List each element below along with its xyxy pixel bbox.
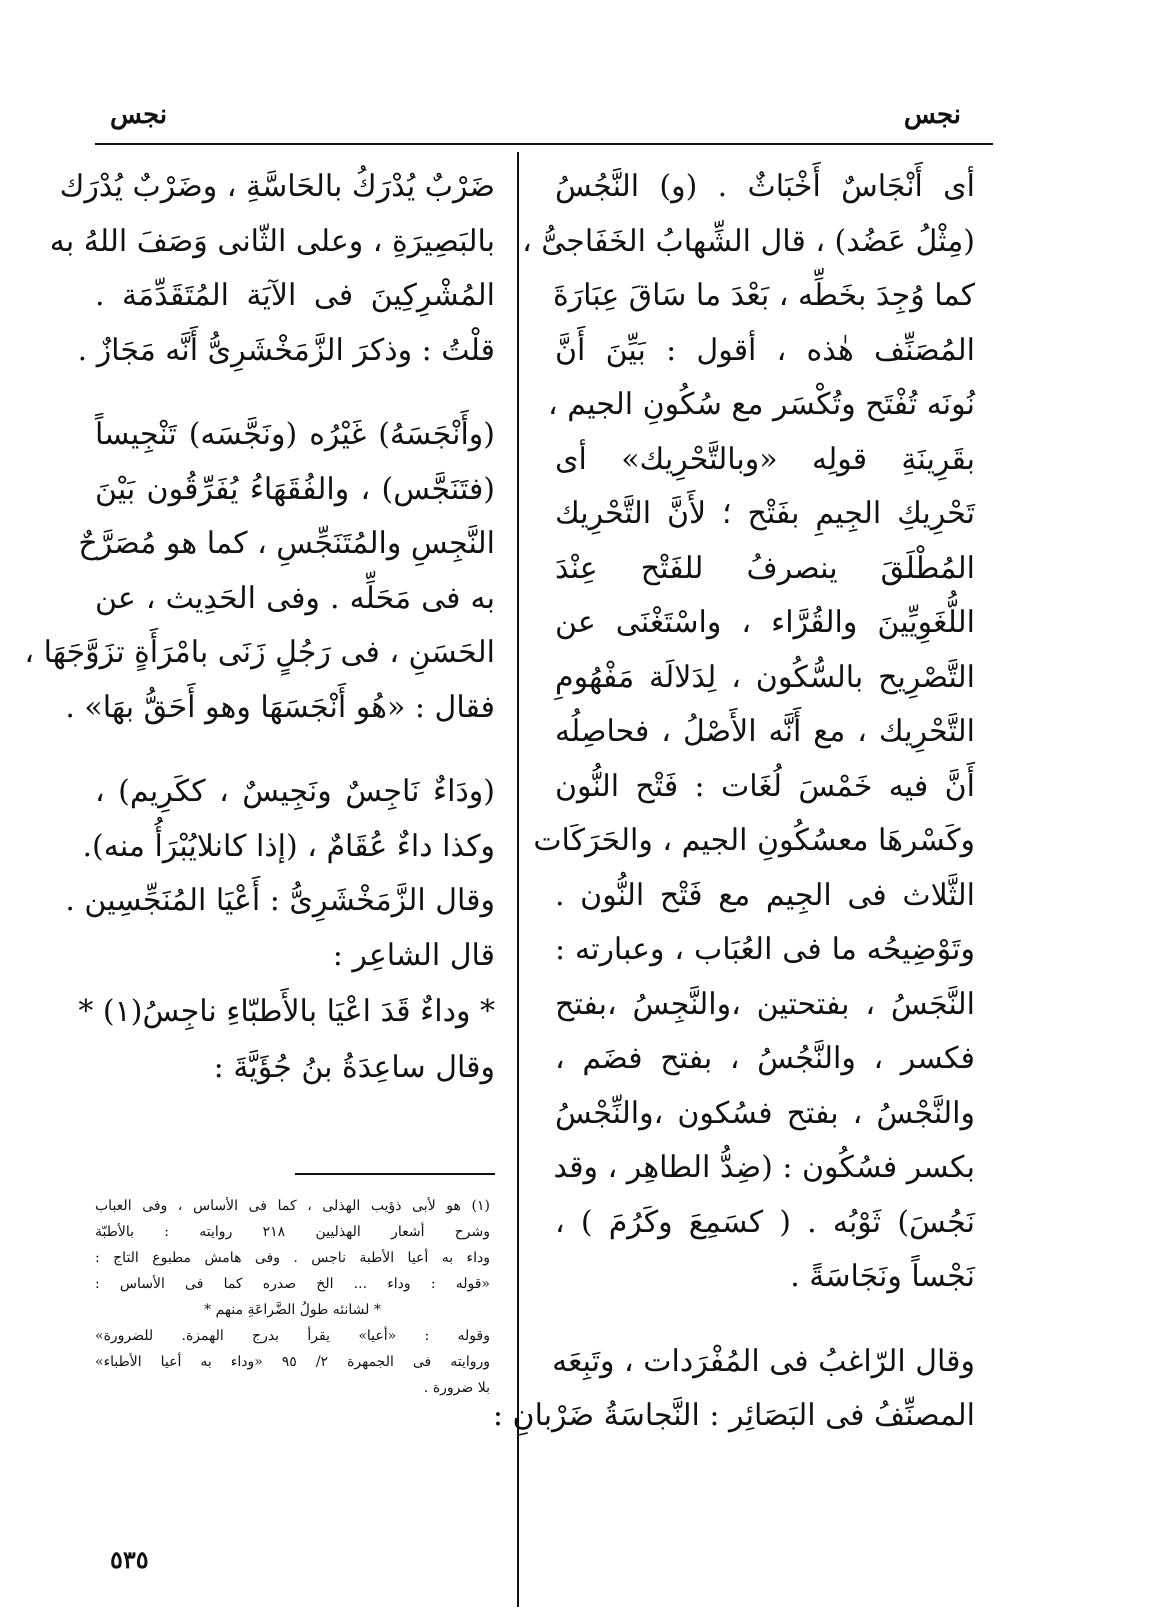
text-line: كما وُجِدَ بخَطِّه ، بَعْدَ ما سَاقَ عِبَارَةَ bbox=[552, 278, 975, 313]
paragraph-gap bbox=[555, 1305, 975, 1335]
poetry-verse: * وداءٌ قَدَ اعْيَا بالأَطبّاءِ ناجِسُ(١) * bbox=[78, 994, 495, 1029]
text-line: المُطْلَقَ ينصرفُ للفَتْح عِنْدَ bbox=[555, 550, 975, 586]
text-line: الحَسَنِ ، فى رَجُلٍ زَنَى بامْرَأَةٍ تزَوَّجَهَا ، bbox=[24, 635, 495, 670]
text-line: بكسر فسُكُون : (ضِدُّ الطاهِر ، وقد bbox=[553, 1150, 975, 1185]
text-line: وقال الزَّمَخْشَرِىُّ : أَعْيَا المُنَجِّسِين . bbox=[65, 883, 495, 918]
text-line: به فى مَحَلِّه . وفى الحَدِيث ، عن bbox=[95, 580, 495, 616]
text-line: وتَوْضِيحُه ما فى العُبَاب ، وعبارته : bbox=[555, 932, 975, 967]
text-line: وكَسْرهَا معسُكُونِ الجيم ، والحَرَكَات bbox=[533, 823, 975, 858]
text-line: (فتَنَجَّس) ، والفُقَهَاءُ يُفَرِّقُون بَيْنَ bbox=[95, 471, 495, 507]
footnotes bbox=[95, 1193, 490, 1401]
text-line: نَجُسَ) ثَوْبُه . ( كسَمِعَ وكَرُمَ ) ، bbox=[555, 1204, 975, 1240]
text-line: (وأَنْجَسَهُ) غَيْرُه (ونَجَّسَه) تَنْجِيساً bbox=[95, 417, 495, 452]
text-line: أى أَنْجَاسٌ أَخْبَاثٌ . (و) النَّجُسُ bbox=[555, 169, 975, 204]
text-line: النَّجِسِ والمُتَنَجِّسِ ، كما هو مُصَرَّحٌ bbox=[78, 526, 495, 561]
text-line: الثَّلاث فى الجِيم مع فَتْح النُّون . bbox=[555, 877, 975, 913]
footnote-line: «قوله : وداء ... الخ صدره كما فى الأساس : bbox=[95, 1276, 490, 1292]
footnote-line: وروايته فى الجمهرة ٢/ ٩٥ «وداء به أعيا الأطباء» bbox=[95, 1354, 491, 1370]
text-line: أَنَّ فيه خَمْسَ لُغَات : فَتْح النُّون bbox=[555, 768, 975, 804]
text-line: نَجْساً ونَجَاسَةً . bbox=[790, 1259, 975, 1294]
text-line: النَّجَسُ ، بفتحتين ،والنَّجِسُ ،بفتح bbox=[555, 986, 975, 1022]
text-line: التَّحْرِيك ، مع أَنَّه الأَصْلُ ، فحاصِلُه bbox=[555, 714, 975, 749]
text-line: فكسر ، والنَّجُسُ ، بفتح فضَم ، bbox=[555, 1041, 975, 1076]
running-header-right: نجس bbox=[903, 100, 961, 130]
text-line: قال الشاعِر : bbox=[332, 937, 495, 973]
text-line: اللُّغَوِيِّينَ والقُرَّاء ، واسْتَغْنَى عن bbox=[555, 605, 975, 640]
footnote-line: وشرح أشعار الهذليين ٢١٨ روايته : بالأطبّة bbox=[95, 1224, 490, 1240]
text-line: نُونَه تُفْتَح وتُكْسَر مع سُكُونِ الجيم ، bbox=[548, 387, 975, 422]
text-line: قلْتُ : وذكرَ الزَّمَخْشَرِىُّ أَنَّه مَجَازٌ . bbox=[77, 332, 495, 368]
page-number: ٥٣٥ bbox=[110, 1545, 149, 1574]
text-line: المُصَنِّف هٰذه ، أقول : بَيِّنَ أَنَّ bbox=[555, 332, 975, 368]
paragraph-gap bbox=[95, 735, 495, 765]
footnote-line: بلا ضرورة . bbox=[423, 1380, 490, 1396]
paragraph-gap bbox=[95, 378, 495, 408]
footnote-line: وقوله : «أعيا» يقرأ بدرج الهمزة. للضرورة» bbox=[95, 1328, 490, 1344]
text-line: المصنِّفُ فى البَصَائِر : النَّجاسَةُ ضَرْبانِ : bbox=[492, 1398, 975, 1433]
text-line: والنَّجْسُ ، بفتح فسُكون ،والنِّجْسُ bbox=[555, 1095, 975, 1131]
header-rule bbox=[95, 143, 993, 145]
text-line: بالبَصِيرَةِ ، وعلى الثّانى وَصَفَ اللهُ به bbox=[49, 223, 495, 259]
text-line: وكذا داءٌ عُقَامٌ ، (إذا كانلايُبْرَأُ منه). bbox=[82, 828, 495, 864]
left-column bbox=[24, 160, 495, 1096]
right-column bbox=[492, 160, 975, 1444]
text-line: ضَرْبٌ يُدْرَكُ بالحَاسَّةِ ، وضَرْبٌ يُدْرَك bbox=[59, 169, 495, 204]
text-line: التَّصْرِيح بالسُّكُون ، لِدَلالَة مَفْهُومِ bbox=[555, 659, 975, 695]
footnote-rule bbox=[295, 1173, 495, 1175]
text-line: (مِثْلُ عَضُد) ، قال الشِّهابُ الخَفَاجىُّ ، bbox=[522, 223, 975, 259]
text-line: فقال : «هُو أَنْجَسَهَا وهو أَحَقُّ بهَا» . bbox=[65, 689, 495, 725]
text-line: وقال الرّاغبُ فى المُفْرَدات ، وتَبِعَه bbox=[552, 1343, 975, 1379]
text-line: المُشْرِكِينَ فى الآيَة المُتَقَدِّمَة . bbox=[95, 278, 495, 313]
footnote-line: * لشانئه طولُ الضَّراعَةِ منهم * bbox=[204, 1302, 381, 1318]
text-line: وقال ساعِدَةُ بنُ جُؤَيَّةَ : bbox=[213, 1050, 495, 1085]
footnote-line: وداء به أعيا الأطبة ناجس . وفى هامش مطبوع التاج : bbox=[95, 1250, 490, 1266]
text-line: بقَرِينَةِ قولِه «وبالتَّحْرِيك» أى bbox=[555, 441, 975, 477]
running-header-left: نجس bbox=[110, 100, 168, 130]
text-line: تَحْرِيكِ الجِيمِ بفَتْح ؛ لأَنَّ التَّحْرِيك bbox=[555, 496, 975, 531]
text-line: (ودَاءٌ نَاجِسٌ ونَجِيسٌ ، ككَرِيم) ، bbox=[95, 774, 495, 809]
footnote-line: (١) هو لأبى ذؤيب الهذلى ، كما فى الأساس ، وفى العباب bbox=[95, 1198, 490, 1214]
